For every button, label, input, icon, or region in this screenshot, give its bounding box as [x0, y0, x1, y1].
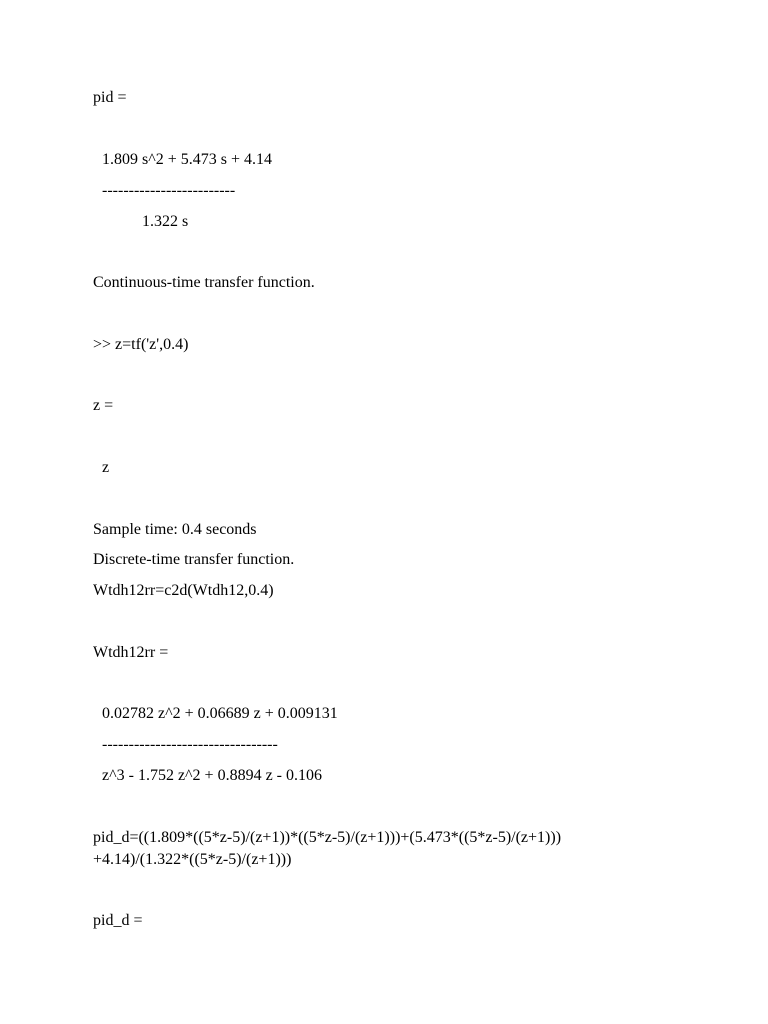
- z-value: z: [102, 459, 110, 476]
- wtdh12rr-denominator: z^3 - 1.752 z^2 + 0.8894 z - 0.106: [102, 767, 322, 784]
- pid-fraction-bar: -------------------------: [102, 182, 236, 199]
- z-command: >> z=tf('z',0.4): [93, 336, 189, 353]
- pid-heading: pid =: [93, 89, 127, 106]
- c2d-command: Wtdh12rr=c2d(Wtdh12,0.4): [93, 582, 274, 599]
- wtdh12rr-heading: Wtdh12rr =: [93, 644, 169, 661]
- continuous-time-note: Continuous-time transfer function.: [93, 274, 315, 291]
- pid-d-heading: pid_d =: [93, 912, 143, 929]
- z-heading: z =: [93, 397, 114, 414]
- wtdh12rr-fraction-bar: ---------------------------------: [102, 736, 278, 753]
- pid-d-command-line-2: +4.14)/(1.322*((5*z-5)/(z+1))): [93, 851, 292, 868]
- wtdh12rr-numerator: 0.02782 z^2 + 0.06689 z + 0.009131: [102, 705, 338, 722]
- sample-time-note: Sample time: 0.4 seconds: [93, 521, 257, 538]
- pid-d-command-line-1: pid_d=((1.809*((5*z-5)/(z+1))*((5*z-5)/(z+1)))+(5.473*((5*z-5)/(z+1))): [93, 829, 562, 846]
- pid-denominator: 1.322 s: [142, 213, 189, 230]
- discrete-time-note: Discrete-time transfer function.: [93, 551, 295, 568]
- pid-numerator: 1.809 s^2 + 5.473 s + 4.14: [102, 151, 273, 168]
